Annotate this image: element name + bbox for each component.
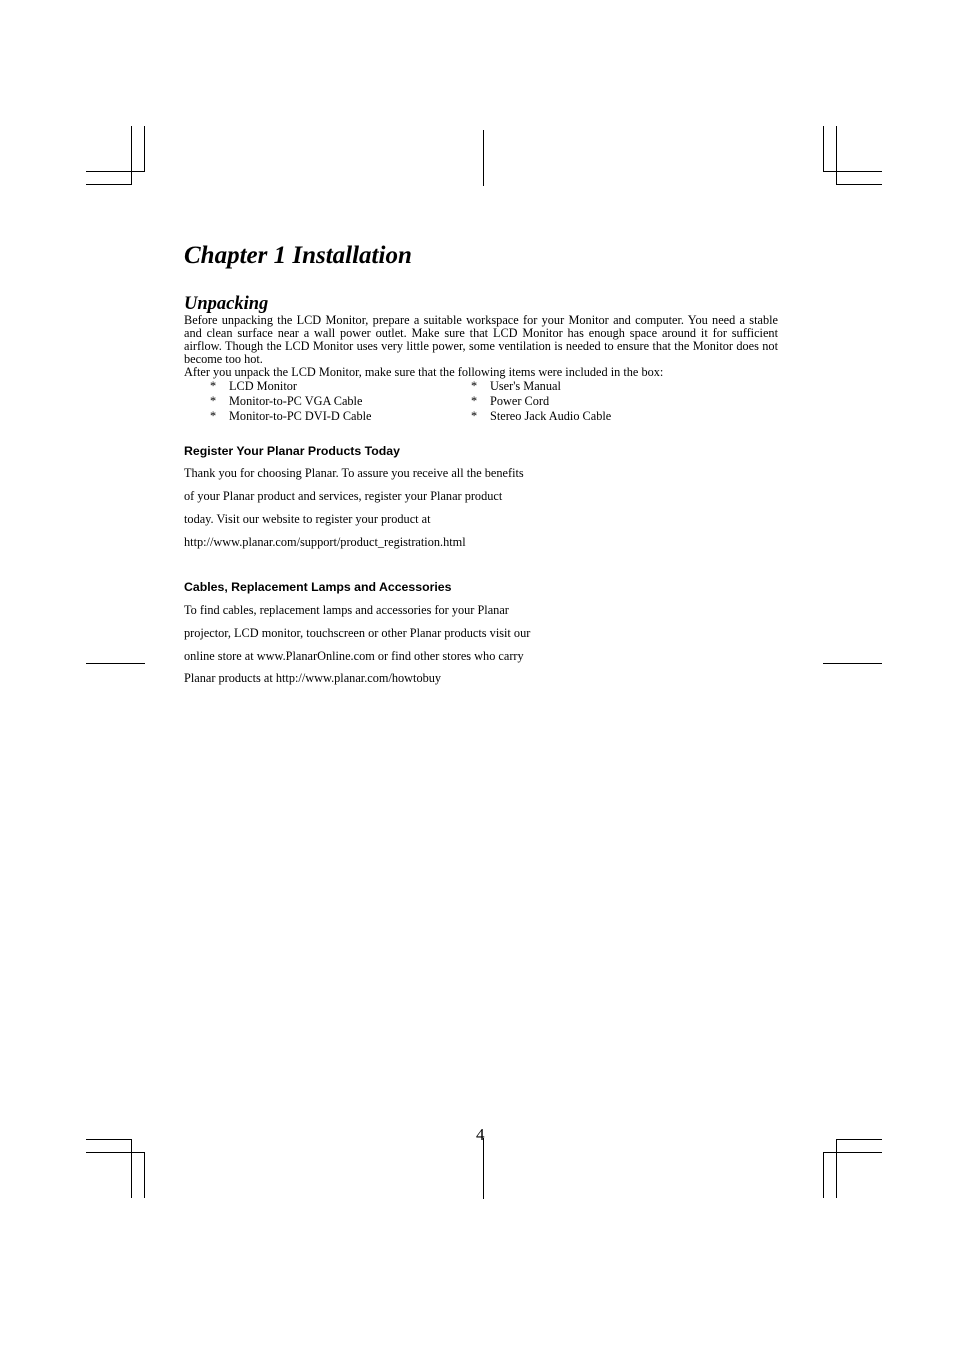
register-line: of your Planar product and services, register your Planar product: [184, 489, 503, 503]
unpacking-heading: Unpacking: [184, 294, 269, 314]
register-heading: Register Your Planar Products Today: [184, 444, 400, 458]
cables-heading: Cables, Replacement Lamps and Accessories: [184, 580, 452, 594]
list-item-label: Power Cord: [490, 394, 550, 408]
register-line: today. Visit our website to register your product at: [184, 512, 431, 526]
crop-mark: [836, 184, 882, 185]
cables-line: Planar products at http://www.planar.com/howtobuy: [184, 671, 442, 685]
register-line: Thank you for choosing Planar. To assure you receive all the benefits: [184, 466, 524, 480]
list-item-label: Monitor-to-PC DVI-D Cable: [229, 409, 372, 423]
bullet: *: [471, 409, 478, 423]
crop-mark: [483, 1138, 484, 1199]
bullet: *: [471, 394, 478, 408]
crop-mark: [144, 1152, 145, 1198]
list-item-label: LCD Monitor: [229, 379, 297, 393]
page-number: 4: [476, 1125, 485, 1144]
list-item-label: User's Manual: [490, 379, 561, 393]
registration-url: http://www.planar.com/support/product_registration.html: [184, 535, 466, 549]
list-intro: After you unpack the LCD Monitor, make sure that the following items were included in the box:: [184, 365, 664, 379]
crop-mark: [86, 1152, 145, 1153]
crop-mark: [823, 1152, 882, 1153]
bullet: *: [210, 394, 217, 408]
list-item-label: Monitor-to-PC VGA Cable: [229, 394, 363, 408]
crop-mark: [823, 171, 882, 172]
crop-mark: [131, 1139, 132, 1198]
crop-mark: [86, 663, 145, 664]
crop-mark: [823, 663, 882, 664]
unpacking-paragraph: Before unpacking the LCD Monitor, prepare a suitable workspace for your Monitor and computer. You need a stable and clean surface near a wall power outlet. Make sure that LCD Monitor has enough space around it for sufficient airflow. Though the LCD Monitor uses very little power, some ventilation is needed to ensure that the Monitor does not become too hot.: [184, 313, 778, 366]
crop-mark: [86, 184, 132, 185]
bullet: *: [210, 409, 217, 423]
bullet: *: [471, 379, 478, 393]
cables-line: projector, LCD monitor, touchscreen or other Planar products visit our: [184, 626, 531, 640]
crop-mark: [836, 126, 837, 185]
cables-line: online store at www.PlanarOnline.com or find other stores who carry: [184, 649, 524, 663]
chapter-title: Chapter 1 Installation: [184, 242, 412, 269]
crop-mark: [823, 126, 824, 172]
crop-mark: [836, 1139, 882, 1140]
crop-mark: [823, 1152, 824, 1198]
crop-mark: [483, 130, 484, 186]
crop-mark: [144, 126, 145, 172]
bullet: *: [210, 379, 217, 393]
list-item-label: Stereo Jack Audio Cable: [490, 409, 612, 423]
crop-mark: [836, 1139, 837, 1198]
crop-mark: [86, 1139, 132, 1140]
cables-line: To find cables, replacement lamps and accessories for your Planar: [184, 603, 509, 617]
crop-mark: [131, 126, 132, 185]
crop-mark: [86, 171, 145, 172]
